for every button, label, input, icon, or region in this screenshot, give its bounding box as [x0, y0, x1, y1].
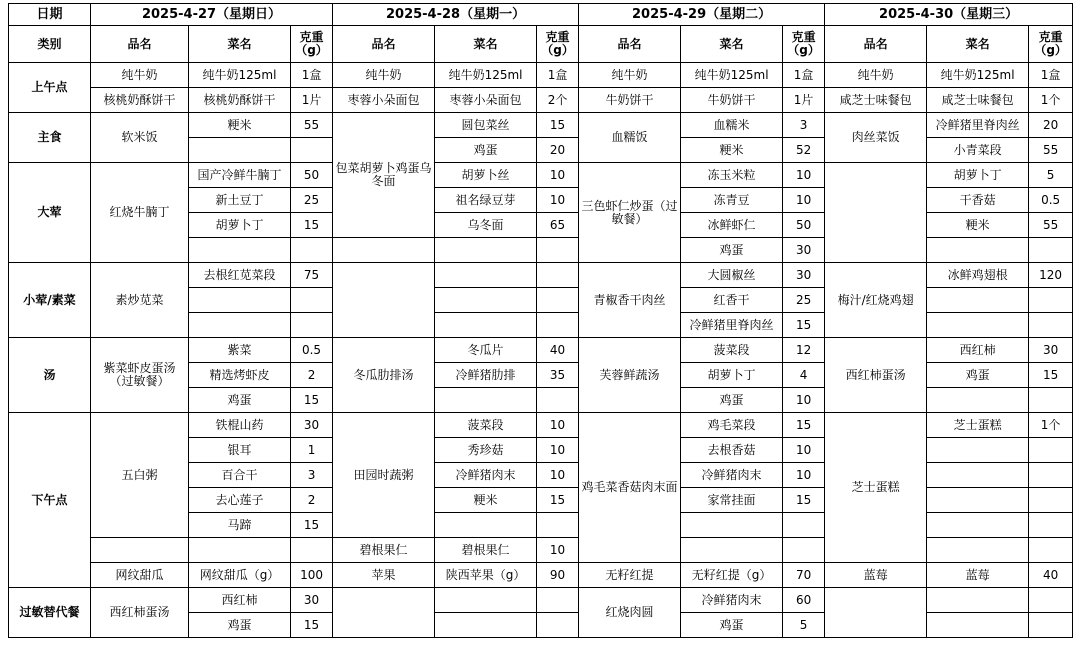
empty-cell	[333, 588, 435, 638]
item-name: 胡萝卜丝	[435, 163, 537, 188]
item-name: 冻青豆	[681, 188, 783, 213]
dish-name: 包菜胡萝卜鸡蛋乌冬面	[333, 113, 435, 238]
empty-cell	[291, 288, 333, 313]
item-gram: 15	[537, 113, 579, 138]
item-name: 大圆椒丝	[681, 263, 783, 288]
table-row	[9, 163, 1073, 188]
item-name: 铁棍山药	[189, 413, 291, 438]
item-name: 粳米	[681, 138, 783, 163]
item-name: 百合干	[189, 463, 291, 488]
empty-cell	[927, 463, 1029, 488]
item-gram: 2	[291, 363, 333, 388]
item-name: 冷鲜猪肉末	[435, 463, 537, 488]
item-name: 冷鲜猪里脊肉丝	[927, 113, 1029, 138]
date-mon: 2025-4-28（星期一）	[333, 4, 579, 26]
item-name: 冰鲜鸡翅根	[927, 263, 1029, 288]
item-name: 鸡蛋	[681, 388, 783, 413]
item-name: 银耳	[189, 438, 291, 463]
table-row	[9, 88, 1073, 113]
item-name: 去根红苋菜段	[189, 263, 291, 288]
item-name: 纯牛奶125ml	[189, 63, 291, 88]
dish-name: 肉丝菜饭	[825, 113, 927, 163]
item-gram: 0.5	[291, 338, 333, 363]
menu-table	[8, 3, 1073, 638]
col-dish-header: 品名	[91, 26, 189, 63]
empty-cell	[783, 513, 825, 538]
empty-cell	[1029, 513, 1073, 538]
item-gram: 1个	[1029, 413, 1073, 438]
item-name: 去根香菇	[681, 438, 783, 463]
item-gram: 2	[291, 488, 333, 513]
item-name: 冷鲜猪里脊肉丝	[681, 313, 783, 338]
item-gram: 5	[1029, 163, 1073, 188]
dish-name: 西红柿蛋汤	[825, 338, 927, 413]
item-gram: 30	[291, 413, 333, 438]
item-name: 干香菇	[927, 188, 1029, 213]
item-gram: 5	[783, 613, 825, 638]
item-gram: 55	[1029, 213, 1073, 238]
item-gram: 10	[537, 538, 579, 563]
dish-name: 核桃奶酥饼干	[91, 88, 189, 113]
item-name: 纯牛奶125ml	[435, 63, 537, 88]
empty-cell	[291, 138, 333, 163]
item-name: 新土豆丁	[189, 188, 291, 213]
empty-cell	[435, 288, 537, 313]
item-gram: 1片	[783, 88, 825, 113]
dish-name: 纯牛奶	[825, 63, 927, 88]
dish-name: 红烧牛腩丁	[91, 163, 189, 263]
empty-cell	[825, 588, 927, 638]
empty-cell	[927, 613, 1029, 638]
dish-name: 三色虾仁炒蛋（过敏餐）	[579, 163, 681, 263]
empty-cell	[1029, 438, 1073, 463]
item-name: 西红柿	[189, 588, 291, 613]
item-name: 冷鲜猪肉末	[681, 463, 783, 488]
empty-cell	[435, 513, 537, 538]
item-name: 去心莲子	[189, 488, 291, 513]
category-header: 类别	[9, 26, 91, 63]
dish-name: 西红柿蛋汤	[91, 588, 189, 638]
dish-name: 蓝莓	[825, 563, 927, 588]
col-gram-header: 克重（g）	[537, 26, 579, 63]
column-header-row	[9, 26, 1073, 63]
dish-name: 冬瓜肋排汤	[333, 338, 435, 413]
col-dish-header: 品名	[825, 26, 927, 63]
item-gram: 15	[291, 513, 333, 538]
date-wed: 2025-4-30（星期三）	[825, 4, 1073, 26]
item-gram: 40	[1029, 563, 1073, 588]
dish-name: 纯牛奶	[579, 63, 681, 88]
empty-cell	[435, 588, 537, 613]
item-gram: 10	[537, 163, 579, 188]
dish-name: 纯牛奶	[333, 63, 435, 88]
empty-cell	[927, 488, 1029, 513]
item-gram: 10	[783, 438, 825, 463]
empty-cell	[1029, 463, 1073, 488]
item-name: 血糯米	[681, 113, 783, 138]
item-gram: 1盒	[783, 63, 825, 88]
date-row	[9, 4, 1073, 26]
empty-cell	[927, 438, 1029, 463]
empty-cell	[435, 613, 537, 638]
item-name: 粳米	[435, 488, 537, 513]
empty-cell	[435, 388, 537, 413]
empty-cell	[1029, 288, 1073, 313]
item-gram: 50	[291, 163, 333, 188]
item-gram: 3	[783, 113, 825, 138]
item-gram: 15	[783, 413, 825, 438]
item-name: 鸡蛋	[189, 613, 291, 638]
item-gram: 35	[537, 363, 579, 388]
dish-name: 芝士蛋糕	[825, 413, 927, 563]
item-gram: 70	[783, 563, 825, 588]
item-gram: 52	[783, 138, 825, 163]
empty-cell	[435, 313, 537, 338]
empty-cell	[189, 238, 291, 263]
item-gram: 55	[291, 113, 333, 138]
item-gram: 12	[783, 338, 825, 363]
item-name: 胡萝卜丁	[189, 213, 291, 238]
col-item-header: 菜名	[681, 26, 783, 63]
item-name: 冷鲜猪肉末	[681, 588, 783, 613]
item-name: 菠菜段	[681, 338, 783, 363]
col-item-header: 菜名	[435, 26, 537, 63]
col-item-header: 菜名	[189, 26, 291, 63]
empty-cell	[189, 138, 291, 163]
empty-cell	[927, 388, 1029, 413]
empty-cell	[189, 538, 291, 563]
item-gram: 1片	[291, 88, 333, 113]
item-gram: 55	[1029, 138, 1073, 163]
empty-cell	[291, 238, 333, 263]
empty-cell	[1029, 488, 1073, 513]
item-gram: 1盒	[537, 63, 579, 88]
item-gram: 15	[537, 488, 579, 513]
item-name: 西红柿	[927, 338, 1029, 363]
date-sun: 2025-4-27（星期日）	[91, 4, 333, 26]
empty-cell	[537, 263, 579, 288]
item-name: 冰鲜虾仁	[681, 213, 783, 238]
empty-cell	[1029, 313, 1073, 338]
empty-cell	[435, 238, 537, 263]
empty-cell	[927, 288, 1029, 313]
item-name: 鸡蛋	[435, 138, 537, 163]
empty-cell	[537, 613, 579, 638]
empty-cell	[537, 313, 579, 338]
dish-name: 血糯饭	[579, 113, 681, 163]
item-name: 纯牛奶125ml	[927, 63, 1029, 88]
empty-cell	[681, 513, 783, 538]
empty-cell	[1029, 238, 1073, 263]
item-name: 菠菜段	[435, 413, 537, 438]
empty-cell	[189, 313, 291, 338]
item-gram: 10	[537, 463, 579, 488]
item-name: 圆包菜丝	[435, 113, 537, 138]
category-allergy-meal: 过敏替代餐	[9, 588, 91, 638]
empty-cell	[927, 238, 1029, 263]
empty-cell	[783, 538, 825, 563]
item-gram: 10	[783, 188, 825, 213]
item-gram: 40	[537, 338, 579, 363]
table-row	[9, 588, 1073, 613]
item-gram: 10	[783, 388, 825, 413]
col-dish-header: 品名	[333, 26, 435, 63]
dish-name: 五白粥	[91, 413, 189, 538]
item-name: 网纹甜瓜（g）	[189, 563, 291, 588]
item-name: 冻玉米粒	[681, 163, 783, 188]
dish-name: 枣蓉小朵面包	[333, 88, 435, 113]
item-name: 胡萝卜丁	[681, 363, 783, 388]
item-gram: 20	[1029, 113, 1073, 138]
item-name: 陕西苹果（g）	[435, 563, 537, 588]
item-name: 鸡毛菜段	[681, 413, 783, 438]
item-gram: 120	[1029, 263, 1073, 288]
item-name: 无籽红提（g）	[681, 563, 783, 588]
item-name: 家常挂面	[681, 488, 783, 513]
empty-cell	[1029, 588, 1073, 613]
item-gram: 15	[783, 488, 825, 513]
item-gram: 20	[537, 138, 579, 163]
item-gram: 15	[783, 313, 825, 338]
item-gram: 15	[291, 388, 333, 413]
empty-cell	[537, 588, 579, 613]
item-gram: 75	[291, 263, 333, 288]
dish-name: 软米饭	[91, 113, 189, 163]
empty-cell	[1029, 538, 1073, 563]
item-name: 祖名绿豆芽	[435, 188, 537, 213]
item-gram: 30	[783, 263, 825, 288]
empty-cell	[333, 238, 435, 263]
item-gram: 30	[783, 238, 825, 263]
item-name: 纯牛奶125ml	[681, 63, 783, 88]
item-name: 精选烤虾皮	[189, 363, 291, 388]
item-name: 乌冬面	[435, 213, 537, 238]
empty-cell	[537, 288, 579, 313]
empty-cell	[681, 538, 783, 563]
dish-name: 网纹甜瓜	[91, 563, 189, 588]
dish-name: 鸡毛菜香菇肉末面	[579, 413, 681, 563]
item-gram: 25	[291, 188, 333, 213]
item-gram: 0.5	[1029, 188, 1073, 213]
item-name: 紫菜	[189, 338, 291, 363]
dish-name: 田园时蔬粥	[333, 413, 435, 538]
item-name: 蓝莓	[927, 563, 1029, 588]
item-gram: 1盒	[1029, 63, 1073, 88]
table-row	[9, 63, 1073, 88]
item-name: 枣蓉小朵面包	[435, 88, 537, 113]
dish-name: 咸芝士味餐包	[825, 88, 927, 113]
empty-cell	[927, 588, 1029, 613]
corner-date-label: 日期	[9, 4, 91, 26]
empty-cell	[91, 538, 189, 563]
item-gram: 15	[1029, 363, 1073, 388]
item-gram: 2个	[537, 88, 579, 113]
category-soup: 汤	[9, 338, 91, 413]
dish-name: 芙蓉鲜蔬汤	[579, 338, 681, 413]
col-gram-header: 克重（g）	[291, 26, 333, 63]
dish-name: 梅汁/红烧鸡翅	[825, 263, 927, 338]
empty-cell	[189, 288, 291, 313]
empty-cell	[1029, 388, 1073, 413]
item-gram: 10	[783, 463, 825, 488]
item-gram: 90	[537, 563, 579, 588]
col-item-header: 菜名	[927, 26, 1029, 63]
item-gram: 10	[783, 163, 825, 188]
item-name: 鸡蛋	[681, 613, 783, 638]
category-morning-snack: 上午点	[9, 63, 91, 113]
dish-name: 纯牛奶	[91, 63, 189, 88]
dish-name: 素炒苋菜	[91, 263, 189, 338]
empty-cell	[927, 538, 1029, 563]
item-gram: 50	[783, 213, 825, 238]
empty-cell	[537, 388, 579, 413]
item-name: 小青菜段	[927, 138, 1029, 163]
item-gram: 15	[291, 213, 333, 238]
item-name: 核桃奶酥饼干	[189, 88, 291, 113]
item-name: 粳米	[927, 213, 1029, 238]
col-gram-header: 克重（g）	[1029, 26, 1073, 63]
category-afternoon-snack: 下午点	[9, 413, 91, 588]
item-name: 咸芝士味餐包	[927, 88, 1029, 113]
item-name: 鸡蛋	[681, 238, 783, 263]
col-dish-header: 品名	[579, 26, 681, 63]
item-name: 鸡蛋	[927, 363, 1029, 388]
item-name: 碧根果仁	[435, 538, 537, 563]
category-staple: 主食	[9, 113, 91, 163]
item-name: 秀珍菇	[435, 438, 537, 463]
item-name: 冷鲜猪肋排	[435, 363, 537, 388]
dish-name: 紫菜虾皮蛋汤（过敏餐）	[91, 338, 189, 413]
item-gram: 3	[291, 463, 333, 488]
item-gram: 65	[537, 213, 579, 238]
table-row	[9, 113, 1073, 138]
item-gram: 25	[783, 288, 825, 313]
item-gram: 10	[537, 413, 579, 438]
empty-cell	[927, 313, 1029, 338]
empty-cell	[291, 538, 333, 563]
item-name: 牛奶饼干	[681, 88, 783, 113]
item-gram: 1盒	[291, 63, 333, 88]
category-main-meat: 大荤	[9, 163, 91, 263]
item-name: 芝士蛋糕	[927, 413, 1029, 438]
dish-name: 青椒香干肉丝	[579, 263, 681, 338]
empty-cell	[825, 163, 927, 263]
table-row	[9, 263, 1073, 288]
item-name: 国产冷鲜牛腩丁	[189, 163, 291, 188]
item-name: 胡萝卜丁	[927, 163, 1029, 188]
dish-name: 碧根果仁	[333, 538, 435, 563]
item-name: 粳米	[189, 113, 291, 138]
date-tue: 2025-4-29（星期二）	[579, 4, 825, 26]
item-name: 冬瓜片	[435, 338, 537, 363]
item-gram: 60	[783, 588, 825, 613]
item-gram: 10	[537, 188, 579, 213]
item-gram: 15	[291, 613, 333, 638]
empty-cell	[1029, 613, 1073, 638]
item-gram: 1个	[1029, 88, 1073, 113]
dish-name: 无籽红提	[579, 563, 681, 588]
item-gram: 30	[291, 588, 333, 613]
col-gram-header: 克重（g）	[783, 26, 825, 63]
dish-name: 牛奶饼干	[579, 88, 681, 113]
table-row	[9, 563, 1073, 588]
empty-cell	[537, 238, 579, 263]
category-side-dish: 小荤/素菜	[9, 263, 91, 338]
empty-cell	[435, 263, 537, 288]
item-gram: 4	[783, 363, 825, 388]
item-gram: 100	[291, 563, 333, 588]
item-gram: 1	[291, 438, 333, 463]
empty-cell	[333, 263, 435, 338]
table-row	[9, 413, 1073, 438]
item-name: 马蹄	[189, 513, 291, 538]
empty-cell	[927, 513, 1029, 538]
item-gram: 10	[537, 438, 579, 463]
item-name: 红香干	[681, 288, 783, 313]
dish-name: 红烧肉圆	[579, 588, 681, 638]
table-row	[9, 338, 1073, 363]
dish-name: 苹果	[333, 563, 435, 588]
empty-cell	[537, 513, 579, 538]
item-gram: 30	[1029, 338, 1073, 363]
empty-cell	[291, 313, 333, 338]
item-name: 鸡蛋	[189, 388, 291, 413]
